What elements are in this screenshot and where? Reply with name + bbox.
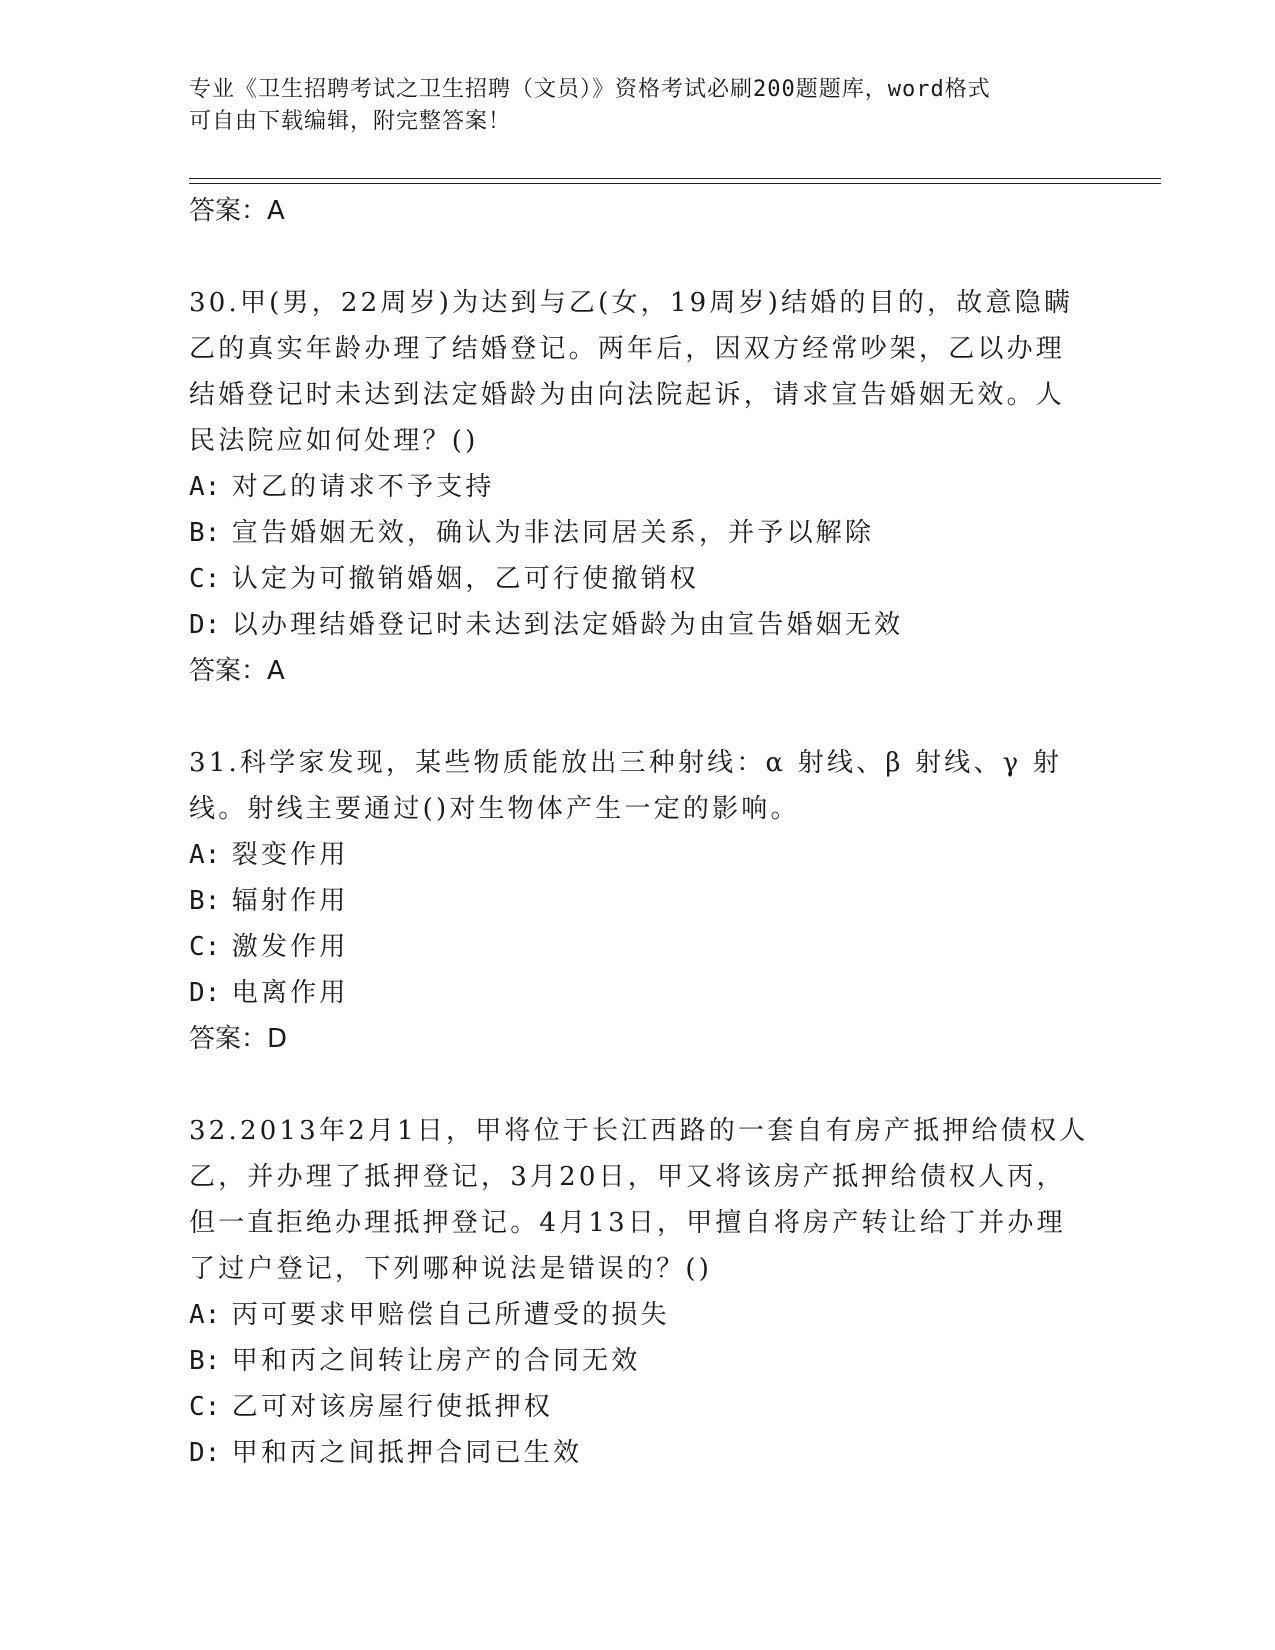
option-text: 以办理结婚登记时未达到法定婚龄为由宣告婚姻无效: [231, 610, 904, 640]
option-text: 甲和丙之间转让房产的合同无效: [231, 1346, 641, 1376]
option-text: 激发作用: [231, 932, 349, 962]
answer-line: 答案：A: [189, 196, 285, 226]
spacer: [189, 1062, 1089, 1108]
header-rule-bottom: [189, 183, 1161, 184]
answer-line: 答案：A: [189, 656, 285, 686]
option-text: 辐射作用: [231, 886, 349, 916]
option-c: [189, 1384, 1089, 1430]
option-text: 丙可要求甲赔偿自己所遭受的损失: [231, 1300, 670, 1330]
question-32: [189, 1108, 1089, 1476]
option-text: 电离作用: [231, 978, 349, 1008]
option-d: [189, 602, 1089, 648]
header-rule-top: [189, 178, 1161, 179]
option-c: [189, 924, 1089, 970]
option-text: 认定为可撤销婚姻，乙可行使撤销权: [231, 564, 699, 594]
spacer: [189, 234, 1089, 280]
option-key: A:: [189, 1300, 221, 1330]
question-text: [189, 280, 1089, 464]
option-text: 宣告婚姻无效，确认为非法同居关系，并予以解除: [231, 518, 875, 548]
option-a: [189, 1292, 1089, 1338]
option-text: 甲和丙之间抵押合同已生效: [231, 1438, 583, 1468]
option-b: [189, 510, 1089, 556]
option-d: [189, 970, 1089, 1016]
option-text: 乙可对该房屋行使抵押权: [231, 1392, 553, 1422]
option-text: 裂变作用: [231, 840, 349, 870]
question-line: 31.科学家发现，某些物质能放出三种射线：α 射线、β 射线、γ 射: [189, 748, 1063, 778]
question-line: 30.甲(男，22周岁)为达到与乙(女，19周岁)结婚的目的，故意隐瞒: [189, 288, 1074, 318]
question-line: 结婚登记时未达到法定婚龄为由向法院起诉，请求宣告婚姻无效。人: [189, 380, 1066, 410]
option-key: A:: [189, 472, 221, 502]
question-line: 线。射线主要通过()对生物体产生一定的影响。: [189, 794, 800, 824]
answer-line: 答案：D: [189, 1024, 288, 1054]
option-key: A:: [189, 840, 221, 870]
option-a: [189, 464, 1089, 510]
option-text: 对乙的请求不予支持: [231, 472, 495, 502]
question-line: 民法院应如何处理？(): [189, 426, 479, 456]
option-key: D:: [189, 978, 221, 1008]
question-line: 32.2013年2月1日，甲将位于长江西路的一套自有房产抵押给债权人: [189, 1116, 1089, 1146]
question-line: 乙，并办理了抵押登记，3月20日，甲又将该房产抵押给债权人丙，: [189, 1162, 1066, 1192]
question-30: [189, 280, 1089, 694]
option-d: [189, 1430, 1089, 1476]
option-key: D:: [189, 610, 221, 640]
option-key: B:: [189, 518, 221, 548]
option-a: [189, 832, 1089, 878]
spacer: [189, 694, 1089, 740]
header-line-2: 可自由下载编辑，附完整答案！: [189, 109, 512, 134]
option-key: C:: [189, 932, 221, 962]
option-key: D:: [189, 1438, 221, 1468]
question-31: [189, 740, 1089, 1062]
question-line: 了过户登记，下列哪种说法是错误的？(): [189, 1254, 713, 1284]
question-text: [189, 1108, 1089, 1292]
header-line-1: 专业《卫生招聘考试之卫生招聘（文员）》资格考试必刷200题题库，word格式: [189, 77, 991, 102]
option-key: B:: [189, 886, 221, 916]
question-text: [189, 740, 1089, 832]
option-b: [189, 878, 1089, 924]
option-key: B:: [189, 1346, 221, 1376]
option-key: C:: [189, 564, 221, 594]
option-b: [189, 1338, 1089, 1384]
option-key: C:: [189, 1392, 221, 1422]
question-line: 乙的真实年龄办理了结婚登记。两年后，因双方经常吵架，乙以办理: [189, 334, 1066, 364]
question-line: 但一直拒绝办理抵押登记。4月13日，甲擅自将房产转让给丁并办理: [189, 1208, 1066, 1238]
question-content: [189, 188, 1089, 1476]
page-header: [189, 74, 1069, 138]
option-c: [189, 556, 1089, 602]
